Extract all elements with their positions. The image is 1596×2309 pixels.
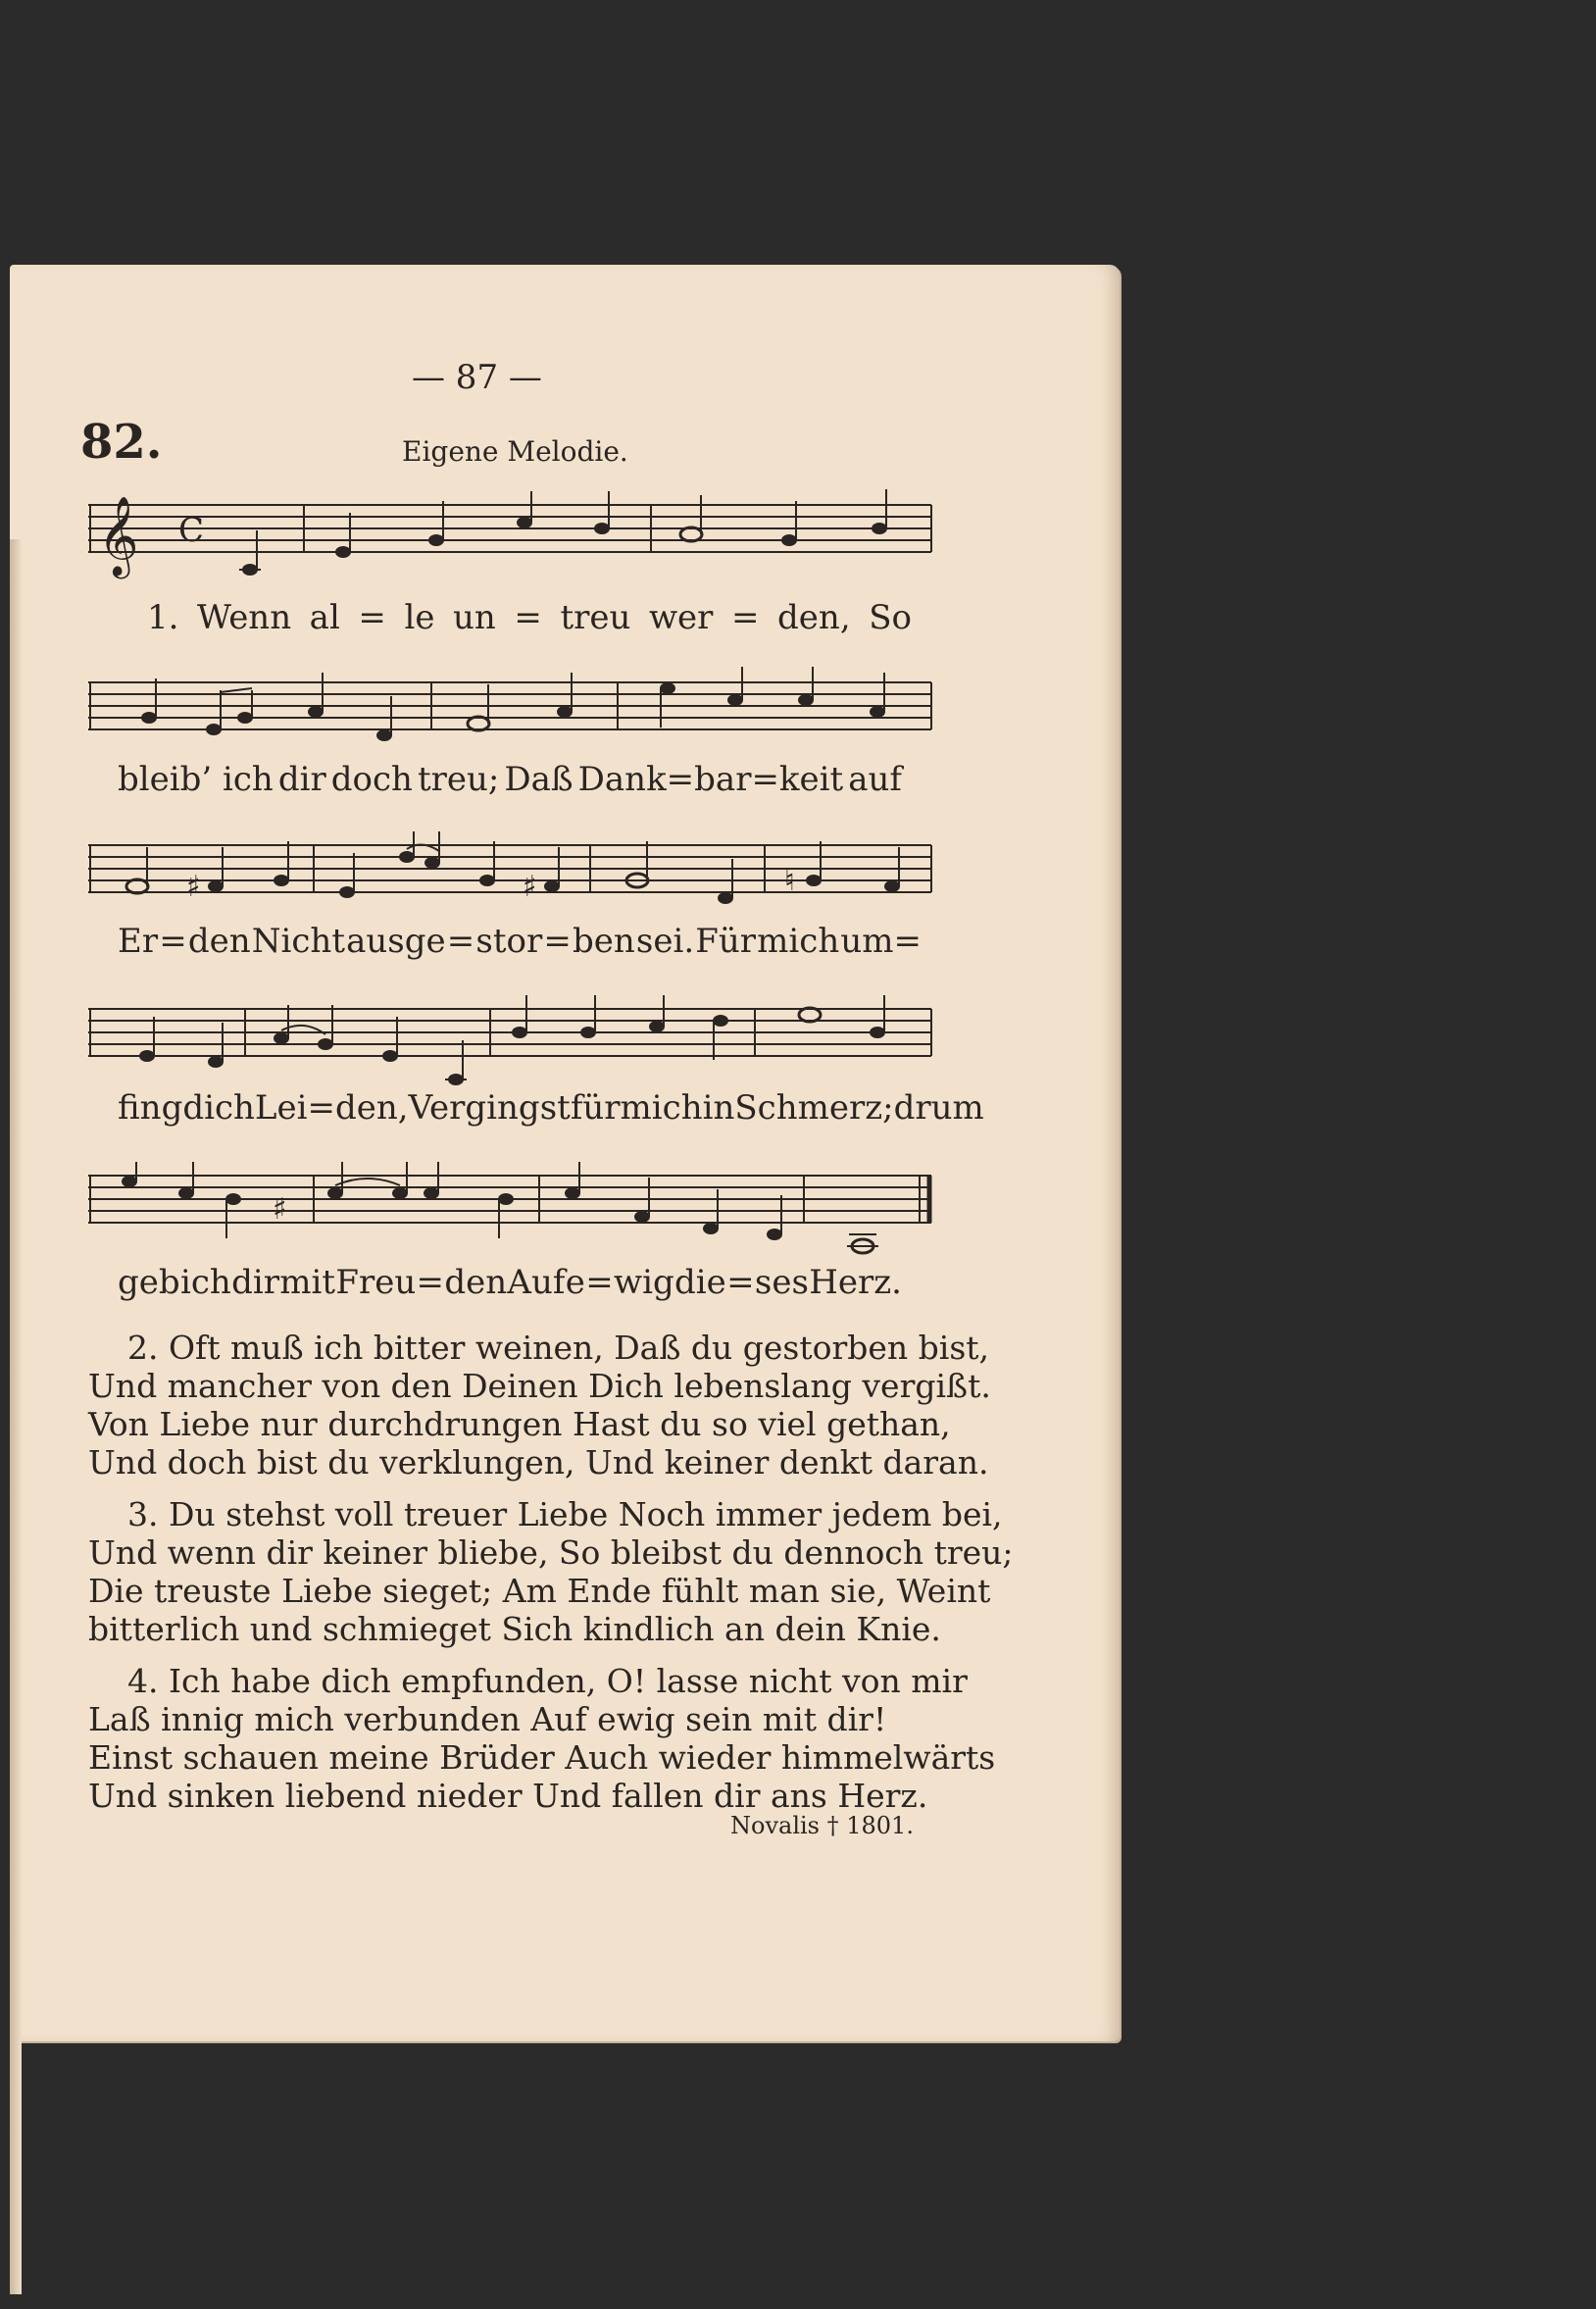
lyric-word: al bbox=[309, 598, 340, 637]
lyric-word: auf bbox=[848, 760, 902, 799]
lyric-word: Nicht bbox=[251, 922, 345, 961]
lyric-word: ses bbox=[754, 1263, 809, 1302]
verse-line bbox=[88, 1662, 995, 1700]
lyric-word: die bbox=[674, 1263, 726, 1302]
music-staff-4 bbox=[88, 995, 941, 1103]
lyric-word: treu; bbox=[417, 760, 500, 799]
verse-text: Ich habe dich empfunden, O! lasse nicht von mir bbox=[169, 1662, 968, 1700]
lyric-word: dich bbox=[182, 1088, 255, 1128]
author-attribution: Novalis † 1801. bbox=[730, 1812, 914, 1839]
verse-text: Du stehst voll treuer Liebe Noch immer jedem bei, bbox=[169, 1495, 1003, 1533]
lyric-word: un bbox=[453, 598, 496, 637]
lyric-word: Lei bbox=[254, 1088, 308, 1128]
verse-line: Einst schauen meine Brüder Auch wieder himmelwärts bbox=[88, 1738, 996, 1777]
lyric-word: = bbox=[416, 1263, 445, 1302]
verse-3 bbox=[88, 1495, 1014, 1648]
lyric-word: =den, bbox=[307, 1088, 409, 1128]
lyric-line-4 bbox=[118, 1088, 984, 1128]
lyric-word: mich bbox=[757, 922, 840, 961]
verse-4 bbox=[88, 1662, 995, 1815]
lyric-word: doch bbox=[330, 760, 413, 799]
verse-number: 4. bbox=[127, 1662, 159, 1700]
lyric-word: für bbox=[570, 1088, 621, 1128]
lyric-word: Daß bbox=[504, 760, 574, 799]
lyric-word: wer bbox=[648, 598, 714, 637]
lyric-line-1 bbox=[147, 598, 912, 637]
lyric-word: = bbox=[726, 1263, 755, 1302]
lyric-line-2 bbox=[118, 760, 902, 799]
verse-line bbox=[88, 1495, 1014, 1533]
verse-number: 2. bbox=[127, 1329, 159, 1367]
verse-text: Oft muß ich bitter weinen, Daß du gestorben bist, bbox=[169, 1329, 990, 1367]
lyric-word: = bbox=[358, 598, 386, 637]
verse-line bbox=[88, 1329, 991, 1367]
lyric-word: in bbox=[702, 1088, 735, 1128]
lyric-word: = bbox=[730, 598, 760, 637]
svg-text:♯: ♯ bbox=[523, 870, 537, 904]
lyric-word: geb bbox=[118, 1263, 180, 1302]
lyric-word: Für bbox=[695, 922, 757, 961]
lyric-word: Schmerz; bbox=[734, 1088, 894, 1128]
lyric-word: stor bbox=[475, 922, 543, 961]
lyric-word: bleib’ ich bbox=[118, 760, 274, 799]
verse-line: Und doch bist du verklungen, Und keiner denkt daran. bbox=[88, 1443, 989, 1481]
lyric-word: ausge bbox=[346, 922, 446, 961]
verse-line: Und sinken liebend nieder Und fallen dir ans Herz. bbox=[88, 1777, 928, 1815]
lyric-word: Vergingst bbox=[408, 1088, 571, 1128]
verse-number: 3. bbox=[127, 1495, 159, 1533]
lyric-word: = bbox=[543, 922, 572, 961]
lyric-word: Auf bbox=[507, 1263, 566, 1302]
lyric-word: Freu bbox=[335, 1263, 417, 1302]
lyric-word: wig bbox=[613, 1263, 674, 1302]
svg-text:𝄞: 𝄞 bbox=[98, 495, 139, 576]
page-edge bbox=[10, 539, 22, 2294]
verse-line: Und mancher von den Deinen Dich lebenslang vergißt. bbox=[88, 1367, 991, 1405]
verse-2 bbox=[88, 1329, 991, 1481]
lyric-word: ich bbox=[179, 1263, 231, 1302]
lyric-word: = bbox=[514, 598, 542, 637]
verse-line: Die treuste Liebe sieget; Am Ende fühlt man sie, Weint bbox=[88, 1572, 991, 1610]
lyric-word: ben bbox=[572, 922, 635, 961]
lyric-word: den, bbox=[777, 598, 851, 637]
lyric-word: le bbox=[404, 598, 435, 637]
lyric-word: 1. bbox=[147, 598, 179, 637]
lyric-word: Dank=bar=keit bbox=[577, 760, 844, 799]
music-staff-3 bbox=[88, 831, 941, 929]
lyric-word: den bbox=[187, 922, 251, 961]
lyric-word: sei. bbox=[635, 922, 695, 961]
verse-line: Laß innig mich verbunden Auf ewig sein mit dir! bbox=[88, 1700, 887, 1738]
lyric-word: fing bbox=[118, 1088, 183, 1128]
music-staff-5 bbox=[88, 1162, 941, 1270]
music-staff-1 bbox=[88, 485, 941, 583]
lyric-word: = bbox=[159, 922, 187, 961]
lyric-word: den bbox=[444, 1263, 508, 1302]
lyric-word: = bbox=[446, 922, 475, 961]
book-page bbox=[10, 265, 1120, 2041]
lyric-word: e bbox=[565, 1263, 585, 1302]
lyric-word: mich bbox=[620, 1088, 703, 1128]
verse-line: Von Liebe nur durchdrungen Hast du so viel gethan, bbox=[88, 1405, 951, 1443]
lyric-word: = bbox=[585, 1263, 614, 1302]
lyric-word: Er bbox=[118, 922, 159, 961]
lyric-word: dir bbox=[277, 760, 326, 799]
music-staff-2 bbox=[88, 667, 941, 765]
verse-line: bitterlich und schmieget Sich kindlich an dein Knie. bbox=[88, 1610, 941, 1648]
lyric-line-3 bbox=[118, 922, 922, 961]
lyric-word: treu bbox=[560, 598, 631, 637]
lyric-word: Wenn bbox=[197, 598, 292, 637]
lyric-word: drum bbox=[893, 1088, 984, 1128]
svg-text:C: C bbox=[178, 511, 205, 550]
melody-label: Eigene Melodie. bbox=[402, 435, 628, 468]
lyric-word: mit bbox=[279, 1263, 336, 1302]
lyric-word: dir bbox=[231, 1263, 279, 1302]
hymn-number: 82. bbox=[80, 415, 163, 470]
lyric-word: Herz. bbox=[809, 1263, 902, 1302]
page-number: — 87 — bbox=[412, 358, 542, 397]
svg-text:♮: ♮ bbox=[784, 864, 795, 898]
verse-line: Und wenn dir keiner bliebe, So bleibst du dennoch treu; bbox=[88, 1533, 1014, 1572]
svg-text:♯: ♯ bbox=[186, 870, 201, 904]
svg-text:♯: ♯ bbox=[273, 1192, 287, 1227]
lyric-word: um= bbox=[840, 922, 922, 961]
lyric-line-5 bbox=[118, 1263, 902, 1302]
lyric-word: So bbox=[869, 598, 912, 637]
